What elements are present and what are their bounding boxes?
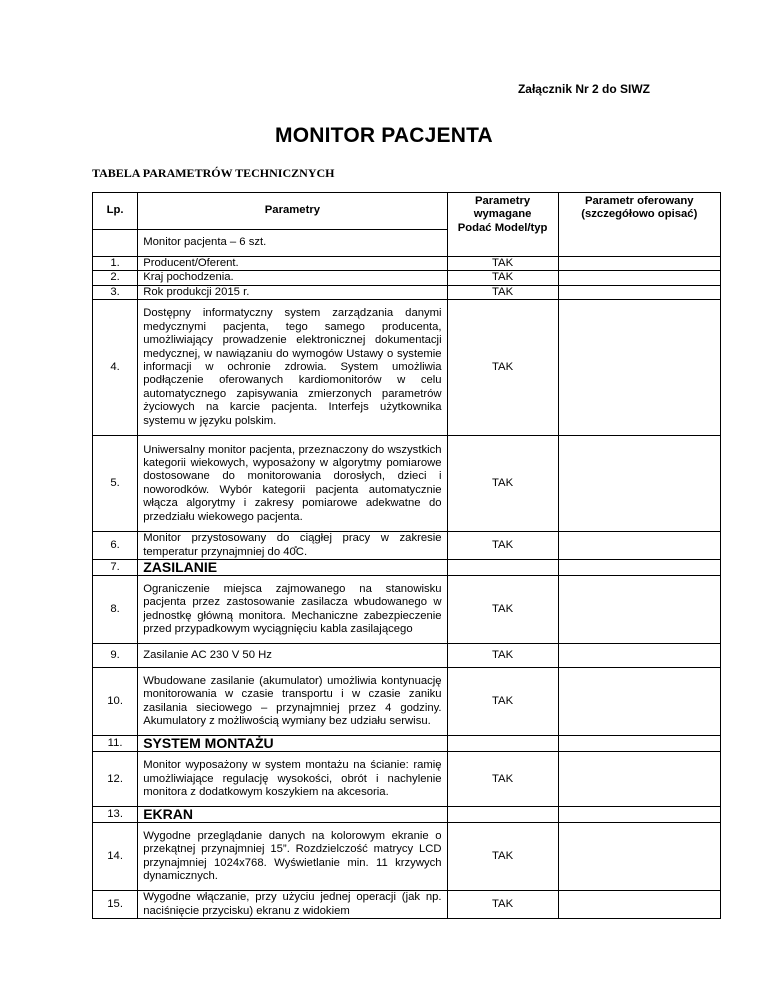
row-offered — [558, 576, 720, 644]
row-text: Uniwersalny monitor pacjenta, przeznaczony do wszystkich kategorii wiekowych, wyposażony w algorytmy pomiarowe dostosowane do monitorowania dorosłych, dzieci i noworodków. Wybór kategorii pacjenta automatycznie włącza algorytmy i zakresy pomiarowe adekwatne do przedziału wiekowego pacjenta. — [138, 436, 447, 532]
row-required — [447, 560, 558, 576]
row-required: TAK — [447, 576, 558, 644]
row-offered — [558, 891, 720, 919]
row-required: TAK — [447, 285, 558, 299]
row-offered — [558, 560, 720, 576]
row-required: TAK — [447, 823, 558, 891]
row-offered — [558, 271, 720, 285]
row-required: TAK — [447, 300, 558, 436]
row-required: TAK — [447, 271, 558, 285]
header-offered: Parametr oferowany (szczegółowo opisać) — [558, 193, 720, 257]
header-required — [447, 193, 558, 257]
row-offered — [558, 300, 720, 436]
row-lp: 14. — [93, 823, 138, 891]
row-lp: 15. — [93, 891, 138, 919]
header-required-label: Parametry wymagane — [473, 195, 532, 221]
row-lp: 12. — [93, 752, 138, 807]
annex-label: Załącznik Nr 2 do SIWZ — [517, 82, 650, 96]
row-text: Monitor wyposażony w system montażu na ścianie: ramię umożliwiające regulację wysokości, obrót i nachylenie monitora z dodatkowym koszykiem na akcesoria. — [138, 752, 447, 807]
row-lp: 4. — [93, 300, 138, 436]
row-lp: 3. — [93, 285, 138, 299]
row-offered — [558, 285, 720, 299]
row-offered — [558, 668, 720, 736]
product-lp — [93, 230, 138, 257]
row-text: Zasilanie AC 230 V 50 Hz — [138, 644, 447, 668]
document-title: MONITOR PACJENTA — [275, 124, 493, 147]
row-lp: 5. — [93, 436, 138, 532]
row-text: Producent/Oferent. — [138, 257, 447, 271]
row-offered — [558, 257, 720, 271]
row-required — [447, 736, 558, 752]
row-lp: 13. — [93, 807, 138, 823]
row-offered — [558, 644, 720, 668]
row-lp: 1. — [93, 257, 138, 271]
row-text — [138, 891, 447, 919]
row-offered — [558, 532, 720, 560]
section-heading: ZASILANIE — [138, 560, 447, 576]
row-required — [447, 807, 558, 823]
section-heading: SYSTEM MONTAŻU — [138, 736, 447, 752]
row-required: TAK — [447, 752, 558, 807]
row-lp: 10. — [93, 668, 138, 736]
row-required: TAK — [447, 644, 558, 668]
row-required: TAK — [447, 668, 558, 736]
row-lp: 8. — [93, 576, 138, 644]
row-text: Dostępny informatyczny system zarządzania danymi medycznymi pacjenta, tego samego producenta, umożliwiający prowadzenie elektronicznej dokumentacji medycznej, w nawiązaniu do wymogów Ustawy o systemie informacji w ochronie zdrowia. System umożliwia podłączenie oferowanych kardiomonitorów w celu automatycznego zapisywania zmierzonych parametrów życiowych na karcie pacjenta. Interfejs użytkownika systemu w języku polskim. — [138, 300, 447, 436]
row-required: TAK — [447, 436, 558, 532]
row-offered — [558, 752, 720, 807]
parameters-table — [92, 192, 721, 919]
row-text: Wbudowane zasilanie (akumulator) umożliwia kontynuację monitorowania w czasie transportu i w czasie zaniku zasilania sieciowego – przynajmniej przez 4 godziny. Akumulatory z możliwością wymiany bez udziału serwisu. — [138, 668, 447, 736]
header-params: Parametry — [138, 193, 447, 230]
row-lp: 7. — [93, 560, 138, 576]
row-lp: 6. — [93, 532, 138, 560]
product-required: Podać Model/typ — [457, 221, 548, 234]
row-required: TAK — [447, 532, 558, 560]
row-required: TAK — [447, 891, 558, 919]
row-text-clip: Wygodne włączanie, przy użyciu jednej operacji (jak np. naciśnięcie przycisku) ekranu z widokiem — [143, 891, 442, 917]
row-lp: 2. — [93, 271, 138, 285]
row-offered — [558, 823, 720, 891]
row-lp: 11. — [93, 736, 138, 752]
row-lp: 9. — [93, 644, 138, 668]
header-lp: Lp. — [93, 193, 138, 230]
row-text: Ograniczenie miejsca zajmowanego na stanowisku pacjenta przez zastosowanie zasilacza wbudowanego w jednostkę główną monitora. Mechaniczne zabezpieczenie przed przypadkowym wyciągnięciu kabla zasilającego — [138, 576, 447, 644]
section-heading: EKRAN — [138, 807, 447, 823]
table-subtitle: TABELA PARAMETRÓW TECHNICZNYCH — [92, 166, 335, 180]
product-name: Monitor pacjenta – 6 szt. — [138, 230, 447, 257]
row-text: Monitor przystosowany do ciągłej pracy w zakresie temperatur przynajmniej do 40̊C. — [138, 532, 447, 560]
row-offered — [558, 736, 720, 752]
row-text: Kraj pochodzenia. — [138, 271, 447, 285]
row-text: Rok produkcji 2015 r. — [138, 285, 447, 299]
row-offered — [558, 436, 720, 532]
row-offered — [558, 807, 720, 823]
row-required: TAK — [447, 257, 558, 271]
row-text: Wygodne przeglądanie danych na kolorowym ekranie o przekątnej przynajmniej 15”. Rozdzielczość matrycy LCD przynajmniej 1024x768. Wyświetlanie min. 11 krzywych dynamicznych. — [138, 823, 447, 891]
